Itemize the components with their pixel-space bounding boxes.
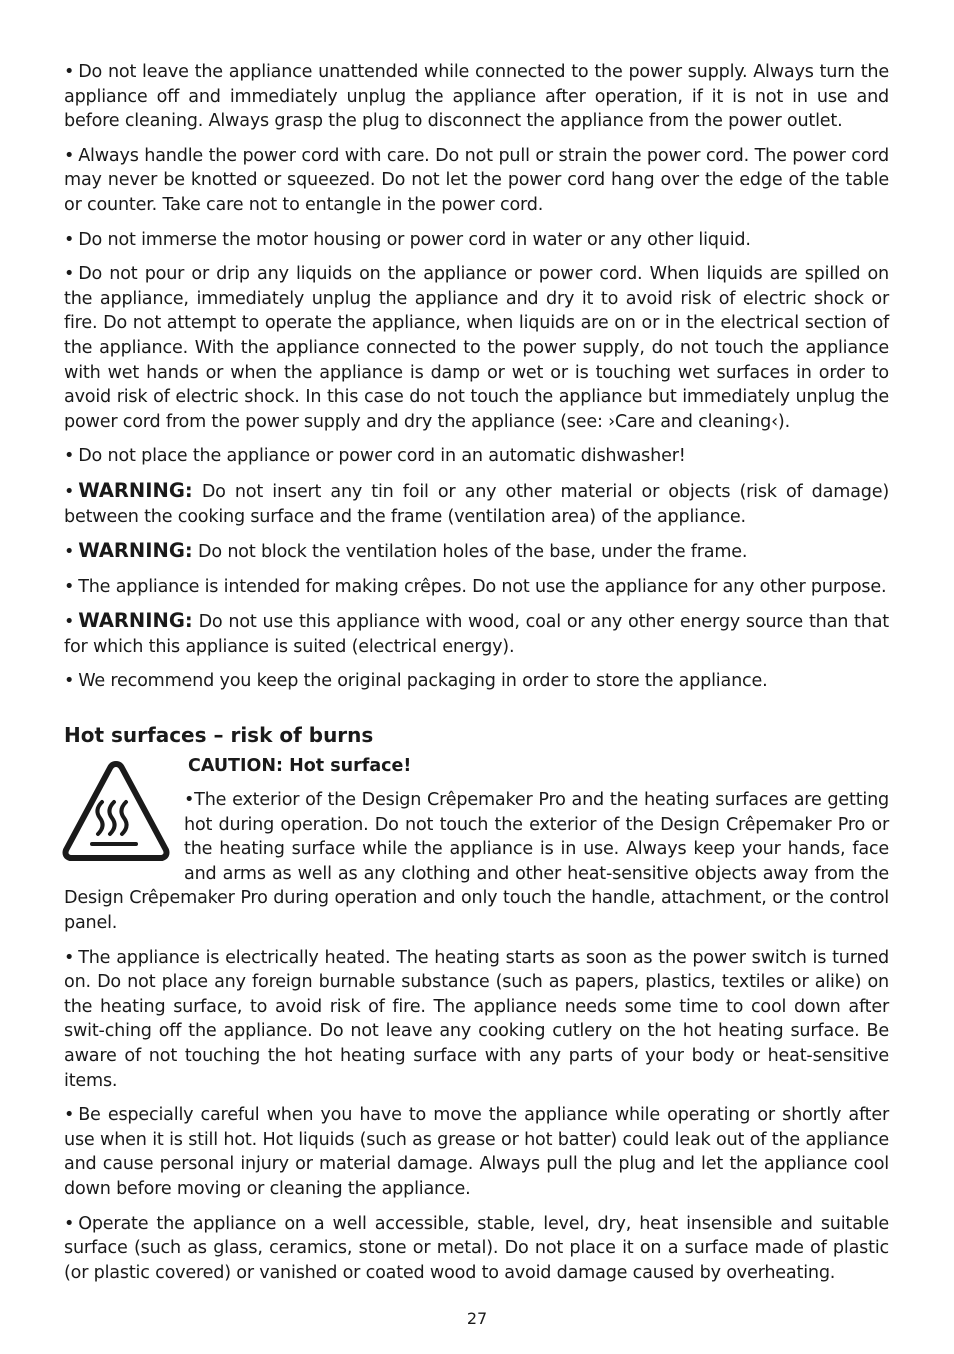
paragraph-text: We recommend you keep the original packaging in order to store the appliance. (78, 671, 768, 692)
bullet: • (64, 612, 75, 633)
paragraph-text: Do not place the appliance or power cord in an automatic dishwasher! (78, 446, 686, 467)
paragraph-text: Do not immerse the motor housing or power cord in water or any other liquid. (78, 229, 751, 250)
paragraph-text: The appliance is intended for making crêpes. Do not use the appliance for any other purpose. (78, 576, 887, 597)
warning-label: WARNING: (78, 478, 193, 502)
warning-paragraph (64, 479, 889, 529)
safety-paragraph (64, 444, 889, 469)
safety-paragraph (64, 228, 889, 253)
caution-title: CAUTION: Hot surface! (188, 756, 412, 777)
paragraph-text: Do not pour or drip any liquids on the appliance or power cord. When liquids are spilled on the appliance, immediately unplug the appliance and dry it to avoid risk of electric shock or fire. Do not attempt to operate the appliance, when liquids are on or in the electrical section of the appliance. With the appliance connected to the power supply, do not touch the appliance with wet hands or when the appliance is damp or wet or is touching wet surfaces in order to avoid risk of electric shock. In this case do not touch the appliance but immediately unplug the power cord from the power supply and dry the appliance (see: ›Care and cleaning‹). (64, 264, 889, 432)
safety-paragraph (64, 262, 889, 434)
safety-paragraph (64, 575, 889, 600)
caution-paragraph: •The exterior of the Design Crêpemaker Pro and the heating surfaces are getting hot during operation. Do not touch the exterior of the Design Crêpemaker Pro or the heating surface while the appliance is in use. Always keep your hands, face and arms as well as any clothing and other heat-sensitive objects away from the Design Crêpemaker Pro during operation and only touch the handle, attachment, or the control panel. (64, 790, 889, 934)
bullet: • (64, 62, 75, 82)
warning-paragraph (64, 609, 889, 659)
bullet: • (64, 576, 75, 597)
safety-paragraph (64, 946, 889, 1094)
paragraph-text: Operate the appliance on a well accessible, stable, level, dry, heat insensible and suitable surface (such as glass, ceramics, stone or metal). Do not place it on a surface made of plastic (or plastic covered) or vanished or coated wood to avoid damage caused by overheating. (64, 1213, 889, 1283)
bullet: • (64, 542, 75, 563)
bullet: • (64, 264, 75, 285)
bullet: • (64, 229, 75, 250)
bullet: • (64, 145, 75, 166)
caution-block (64, 754, 889, 936)
warning-paragraph (64, 539, 889, 565)
bullet: • (64, 1213, 75, 1234)
safety-paragraph (64, 60, 889, 134)
warning-label: WARNING: (78, 609, 193, 633)
paragraph-text: Be especially careful when you have to move the appliance while operating or shortly after use when it is still hot. Hot liquids (such as grease or hot batter) could leak out of the appliance and cause personal injury or material damage. Always pull the plug and let the appliance cool down before moving or cleaning the appliance. (64, 1105, 889, 1199)
paragraph-text: Always handle the power cord with care. Do not pull or strain the power cord. The power cord may never be knotted or squeezed. Do not let the power cord hang over the edge of the table or counter. Take care not to entangle in the power cord. (64, 145, 889, 215)
warning-text: Do not use this appliance with wood, coal or any other energy source than that for which this appliance is suited (electrical energy). (64, 612, 889, 657)
warning-label: WARNING: (78, 539, 193, 563)
page-number: 27 (466, 1309, 488, 1328)
bullet: • (64, 1105, 75, 1126)
safety-paragraph (64, 669, 889, 694)
bullet: • (64, 481, 75, 502)
section-heading: Hot surfaces – risk of burns (64, 723, 374, 748)
bullet: • (64, 947, 75, 968)
warning-text: Do not insert any tin foil or any other material or objects (risk of damage) between the cooking surface and the frame (ventilation area) of the appliance. (64, 481, 889, 527)
bullet: • (64, 671, 75, 692)
warning-text: Do not block the ventilation holes of the base, under the frame. (198, 542, 748, 563)
paragraph-text: Do not leave the appliance unattended while connected to the power supply. Always turn the appliance off and immediately unplug the appliance after operation, if it is not in use and before cleaning. Always grasp the plug to disconnect the appliance from the power outlet. (64, 62, 889, 132)
hot-surface-warning-icon (62, 758, 170, 868)
safety-paragraph (64, 1212, 889, 1286)
safety-paragraph (64, 144, 889, 218)
bullet: • (64, 446, 75, 467)
safety-paragraph (64, 1103, 889, 1201)
manual-page (64, 60, 889, 1295)
paragraph-text: The appliance is electrically heated. The heating starts as soon as the power switch is turned on. Do not place any foreign burnable substance (such as papers, plastics, textiles or alike) on the heating surface, to avoid risk of fire. The appliance needs some time to cool down after swit-ching off the appliance. Do not leave any cooking cutlery on the hot heating surface. Be aware of not touching the hot heating surface with any parts of your body or heat-sensitive items. (64, 947, 889, 1091)
